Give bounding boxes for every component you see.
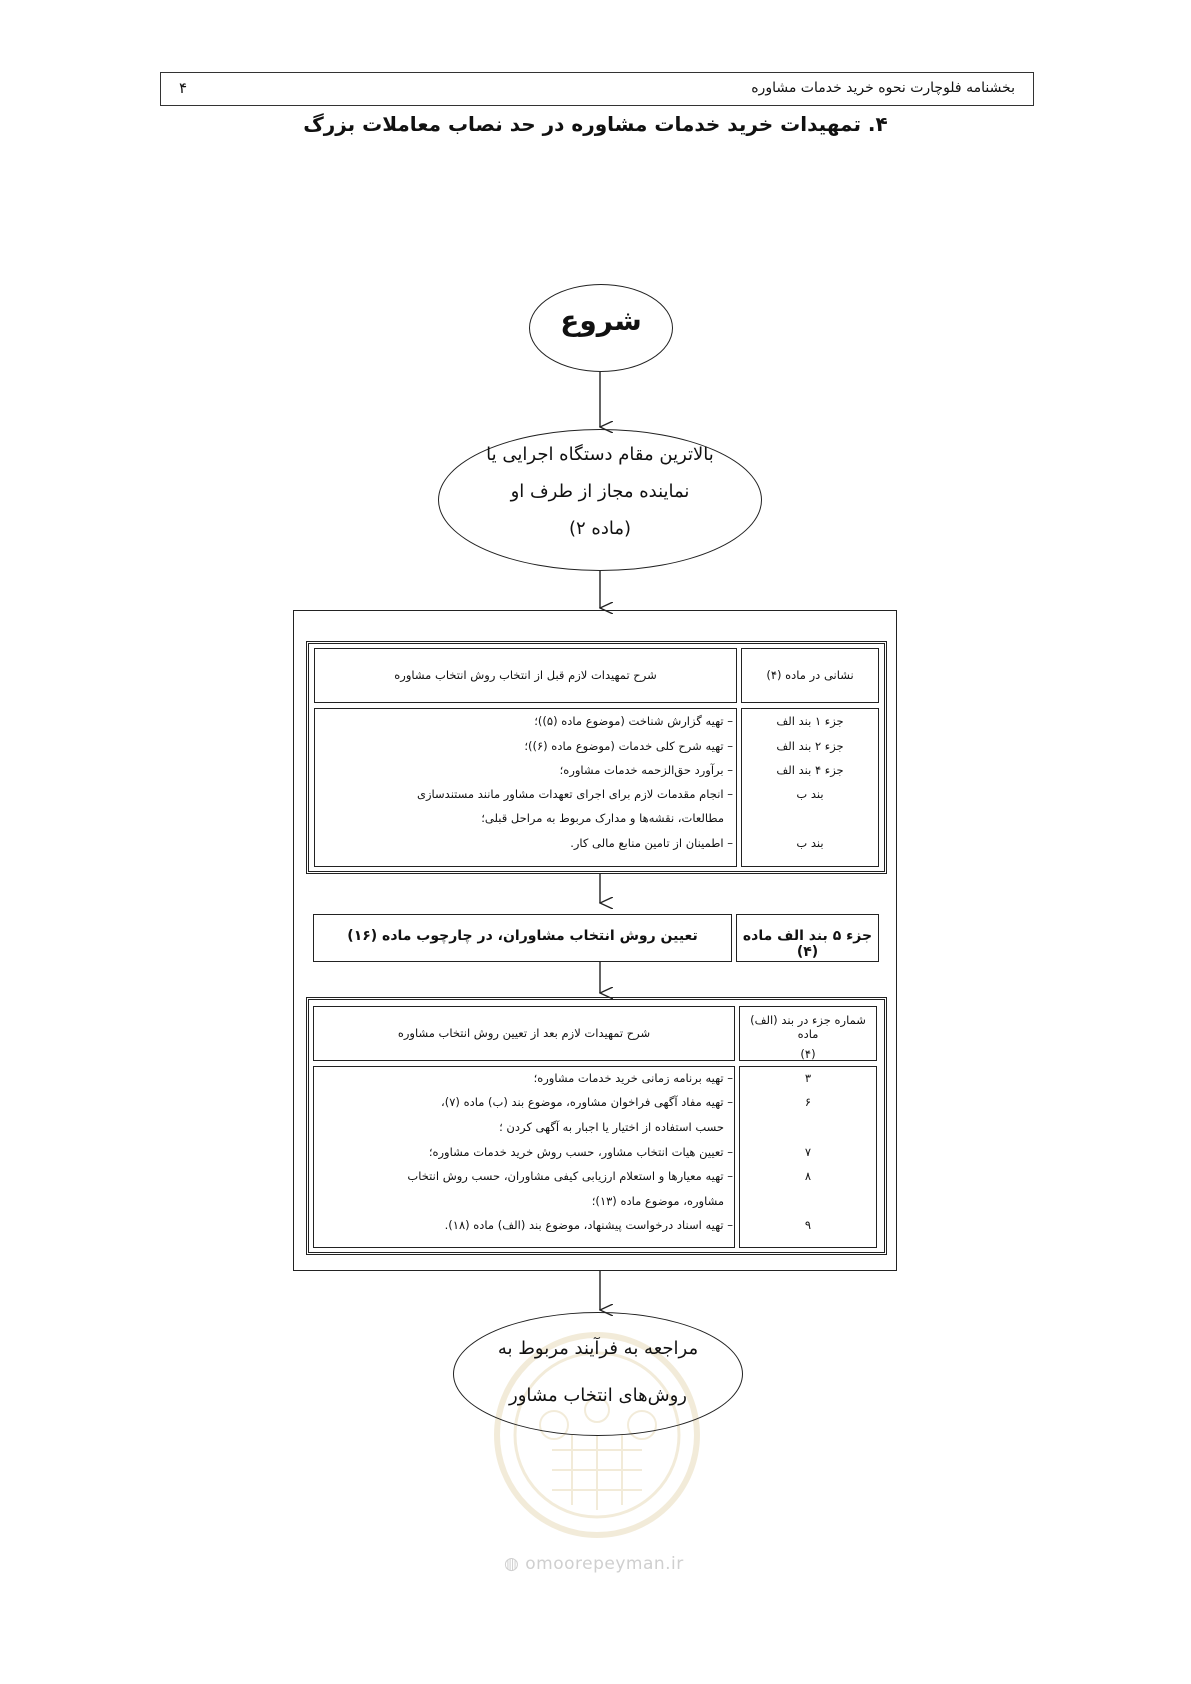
table2-header-ref-cell xyxy=(739,1006,877,1061)
start-label: شروع xyxy=(560,304,642,337)
method-desc: تعیین روش انتخاب مشاوران، در چارچوب ماده (۱۶) xyxy=(347,928,698,944)
table1-row-ref: جزء ۴ بند الف xyxy=(776,763,844,777)
table1-row-desc: – انجام مقدمات لازم برای اجرای تعهدات مشاور مانند مستندسازی xyxy=(416,787,733,801)
method-desc-cell xyxy=(313,914,732,962)
table1-row-desc: – برآورد حق‌الزحمه خدمات مشاوره؛ xyxy=(559,763,733,777)
page-number: ۴ xyxy=(179,79,188,97)
table1-row-desc: – اطمینان از تامین منابع مالی کار. xyxy=(570,836,733,850)
table2-row-desc: – تهیه معیارها و استعلام ارزیابی کیفی مشاوران، حسب روش انتخاب xyxy=(407,1169,733,1183)
end-line-1: مراجعه به فرآیند مربوط به xyxy=(497,1338,699,1359)
authority-line-2: نماینده مجاز از طرف او xyxy=(510,481,690,502)
table1-header-desc-cell xyxy=(314,648,737,703)
table1-row-ref: جزء ۱ بند الف xyxy=(776,714,844,728)
table1-row-ref: بند ب xyxy=(796,787,824,801)
table1-header-ref: نشانی در ماده (۴) xyxy=(766,668,854,682)
table2-header-ref-line2: (۴) xyxy=(800,1047,816,1061)
table2-row-desc: – تهیه اسناد درخواست پیشنهاد، موضوع بند (الف) ماده (۱۸). xyxy=(444,1218,733,1232)
table2-row-desc: – تعیین هیات انتخاب مشاور، حسب روش خرید خدمات مشاوره؛ xyxy=(428,1145,733,1159)
table2-row-desc: – تهیه مفاد آگهی فراخوان مشاوره، موضوع بند (ب) ماده (۷)، xyxy=(441,1095,733,1109)
method-ref: جزء ۵ بند الف ماده (۴) xyxy=(742,928,873,960)
watermark-site-text: omoorepeyman.ir xyxy=(525,1554,684,1574)
table2-row-ref: ۳ xyxy=(804,1071,812,1085)
table2-header-desc: شرح تمهیدات لازم بعد از تعیین روش انتخاب مشاوره xyxy=(397,1026,651,1040)
table1-header-ref-cell xyxy=(741,648,879,703)
table2-row-desc: مشاوره، موضوع ماده (۱۳)؛ xyxy=(591,1194,724,1208)
table2-header-desc-cell xyxy=(313,1006,735,1061)
section-title: ۴. تمهیدات خرید خدمات مشاوره در حد نصاب معاملات بزرگ xyxy=(303,112,888,136)
table1-row-desc: – تهیه شرح کلی خدمات (موضوع ماده (۶))؛ xyxy=(524,739,733,753)
end-line-2: روش‌های انتخاب مشاور xyxy=(509,1385,687,1406)
authority-line-3: (ماده ۲) xyxy=(568,518,632,539)
table2-header-ref-line1: شماره جزء در بند (الف) ماده xyxy=(750,1013,866,1041)
table2-row-ref: ۷ xyxy=(804,1145,812,1159)
watermark-site: ◍ omoorepeyman.ir xyxy=(504,1554,684,1574)
table1-row-desc: مطالعات، نقشه‌ها و مدارک مربوط به مراحل قبلی؛ xyxy=(481,811,724,825)
authority-line-1: بالاترین مقام دستگاه اجرایی یا xyxy=(486,444,714,465)
table2-row-ref: ۸ xyxy=(804,1169,812,1183)
table1-header-desc: شرح تمهیدات لازم قبل از انتخاب روش انتخاب مشاوره xyxy=(394,668,657,682)
table2-row-ref: ۹ xyxy=(804,1218,812,1232)
method-ref-cell xyxy=(736,914,879,962)
table1-row-desc: – تهیه گزارش شناخت (موضوع ماده (۵))؛ xyxy=(534,714,733,728)
table1-row-ref: جزء ۲ بند الف xyxy=(776,739,844,753)
table1-row-ref: بند ب xyxy=(796,836,824,850)
table2-row-desc: حسب استفاده از اختیار یا اجبار به آگهی کردن ؛ xyxy=(499,1120,724,1134)
table2-row-desc: – تهیه برنامه زمانی خرید خدمات مشاوره؛ xyxy=(533,1071,733,1085)
table2-row-ref: ۶ xyxy=(804,1095,812,1109)
end-terminal xyxy=(453,1312,743,1436)
header-title: بخشنامه فلوچارت نحوه خرید خدمات مشاوره xyxy=(751,80,1015,96)
